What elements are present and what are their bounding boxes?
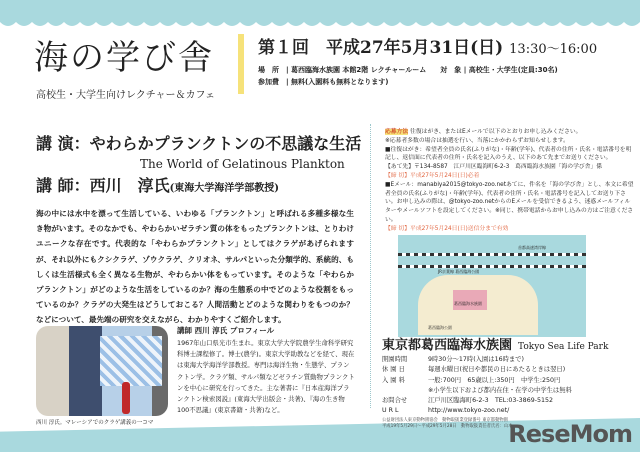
accent-bar [238,34,244,94]
top-wave-band [0,0,640,20]
aquarium-name: 東京都葛西臨海水族園 Tokyo Sea Life Park [382,338,609,353]
profile-heading: 講師 西川 淳氏 プロフィール [177,326,275,335]
fine-print: 公益財団法人東京動物園協会 動物取扱業登録番号 東京都動物園 平成19年5月29日～平成29年5月28日 動物取扱責任者氏名：山本 [382,418,513,429]
event-date: 第１回 平成27年5月31日(日) 13:30～16:00 [258,38,598,58]
event-info: 場 所 | 葛西臨海水族園 本館2階 レクチャールーム 対 象 | 高校生・大学生(定員:30名) 参加費 | 無料(入園料も無料となります) [258,66,558,86]
application-info: 応募方法 往復はがき、またはEメールで以下のとおりお申し込みください。 ※応募者多数の場合は抽選を行い、当落にかかわらずお知らせします。 ■往復はがき：希望者全員の氏名(ふりがな)・年齢(学年)、代表者の住所・氏名・電話番号を明記し、返信面に代表者の住所・氏名を記入のうえ、以下のあて先までお送りください。 【あて先】〒134-8587 江戸川区臨海町6-2-3 葛西臨海水族園「海の学び舎」係 【締 切】平成27年5月24日(日)必着 ■Eメール：manabiya2015@tokyo-zoo.netあてに、件名を「海の学び舎」とし、本文に希望者全員の氏名(ふりがな)・年齢(学年)、代表者の住所・氏名・電話番号を記入してお送り下さい。お申し込みの際は、@tokyo-zoo.netからのEメールを受信できるよう、迷惑メールフィルターやメールソフトを設定してください。※同じ、携帯電話からお申し込みの方はご注意ください。 【締 切】平成27年5月24日(日)送信分まで有効 [385,129,634,232]
lecture-title-en: The World of Gelatinous Plankton [140,157,345,171]
event-subtitle: 高校生・大学生向けレクチャー＆カフェ [36,90,215,101]
resemom-logo: ReseMom [508,420,632,448]
speaker: 講 師：西川 淳氏(東海大学海洋学部教授) [36,176,280,195]
profile-text: 1967年山口県光市生まれ。東京大学大学院農学生命科学研究科博士課程修了。博士(農学)。東京大学助教などを経て、現在は東海大学海洋学部教授。専門は海洋生物・生態学、プランクトン学。クラゲ類、サルパ類などゼラチン質動物プランクトンを中心に研究を行ってきた。主な著書に『日本産海洋プランクトン検索図説』(東海大学出版会・共著)、『海の生き物100不思議』(東京書籍・共著)など。 [177,339,355,415]
event-title: 海の学び舎 [34,38,214,78]
photo-caption: 西川 淳氏。マレーシアでのクラゲ講義の一コマ [36,420,154,426]
lecture-title: 講 演：やわらかプランクトンの不思議な生活 [36,134,362,153]
aquarium-info: 開園時間 9時30分～17時(入園は16時まで) 休 園 日 毎週水曜日(祝日や都民の日にあたるときは翌日) 入 園 料 一般:700円 65歳以上:350円 中学生:250円 ※小学生以下および都内在住・在学の中学生は無料 お問合せ 江戸川区臨海町6-2-3 TEL:03-3869-5152 U R L http://www.tokyo-zoo.net/ [382,356,572,415]
aquarium-url[interactable]: http://www.tokyo-zoo.net/ [428,407,510,415]
wave-decoration [0,18,640,30]
access-map: 首都高速湾岸線 JR京葉線 葛西臨海公園 葛西臨海水族園 葛西臨海公園 [398,235,586,337]
column-divider [370,124,371,408]
lecture-description: 海の中には水中を漂って生活している、いわゆる「プランクトン」と呼ばれる多種多様な生き物がいます。そのなかでも、やわらかいゼラチン質の体をもったプランクトンは、とりわけユニークな存在です。代表的な「やわらかプランクトン」としてはクラゲがあげられますが、それ以外にもクシクラゲ、ゾウクラゲ、クリオネ、サルパといった分類学的、系統的、もしくは生活様式も全く異なる生物が、やわらかい体をもっています。そのような「やわらかプランクトン」がどのような生活をしているのか？海の生態系の中でどのような役割をもっているのか？クラゲの大発生はどうしておこる？人間活動とどのような関わりをもつのか？などについて、最先端の研究を交えながら、わかりやすくご紹介します。 [36,209,354,325]
speaker-photo [36,326,168,416]
